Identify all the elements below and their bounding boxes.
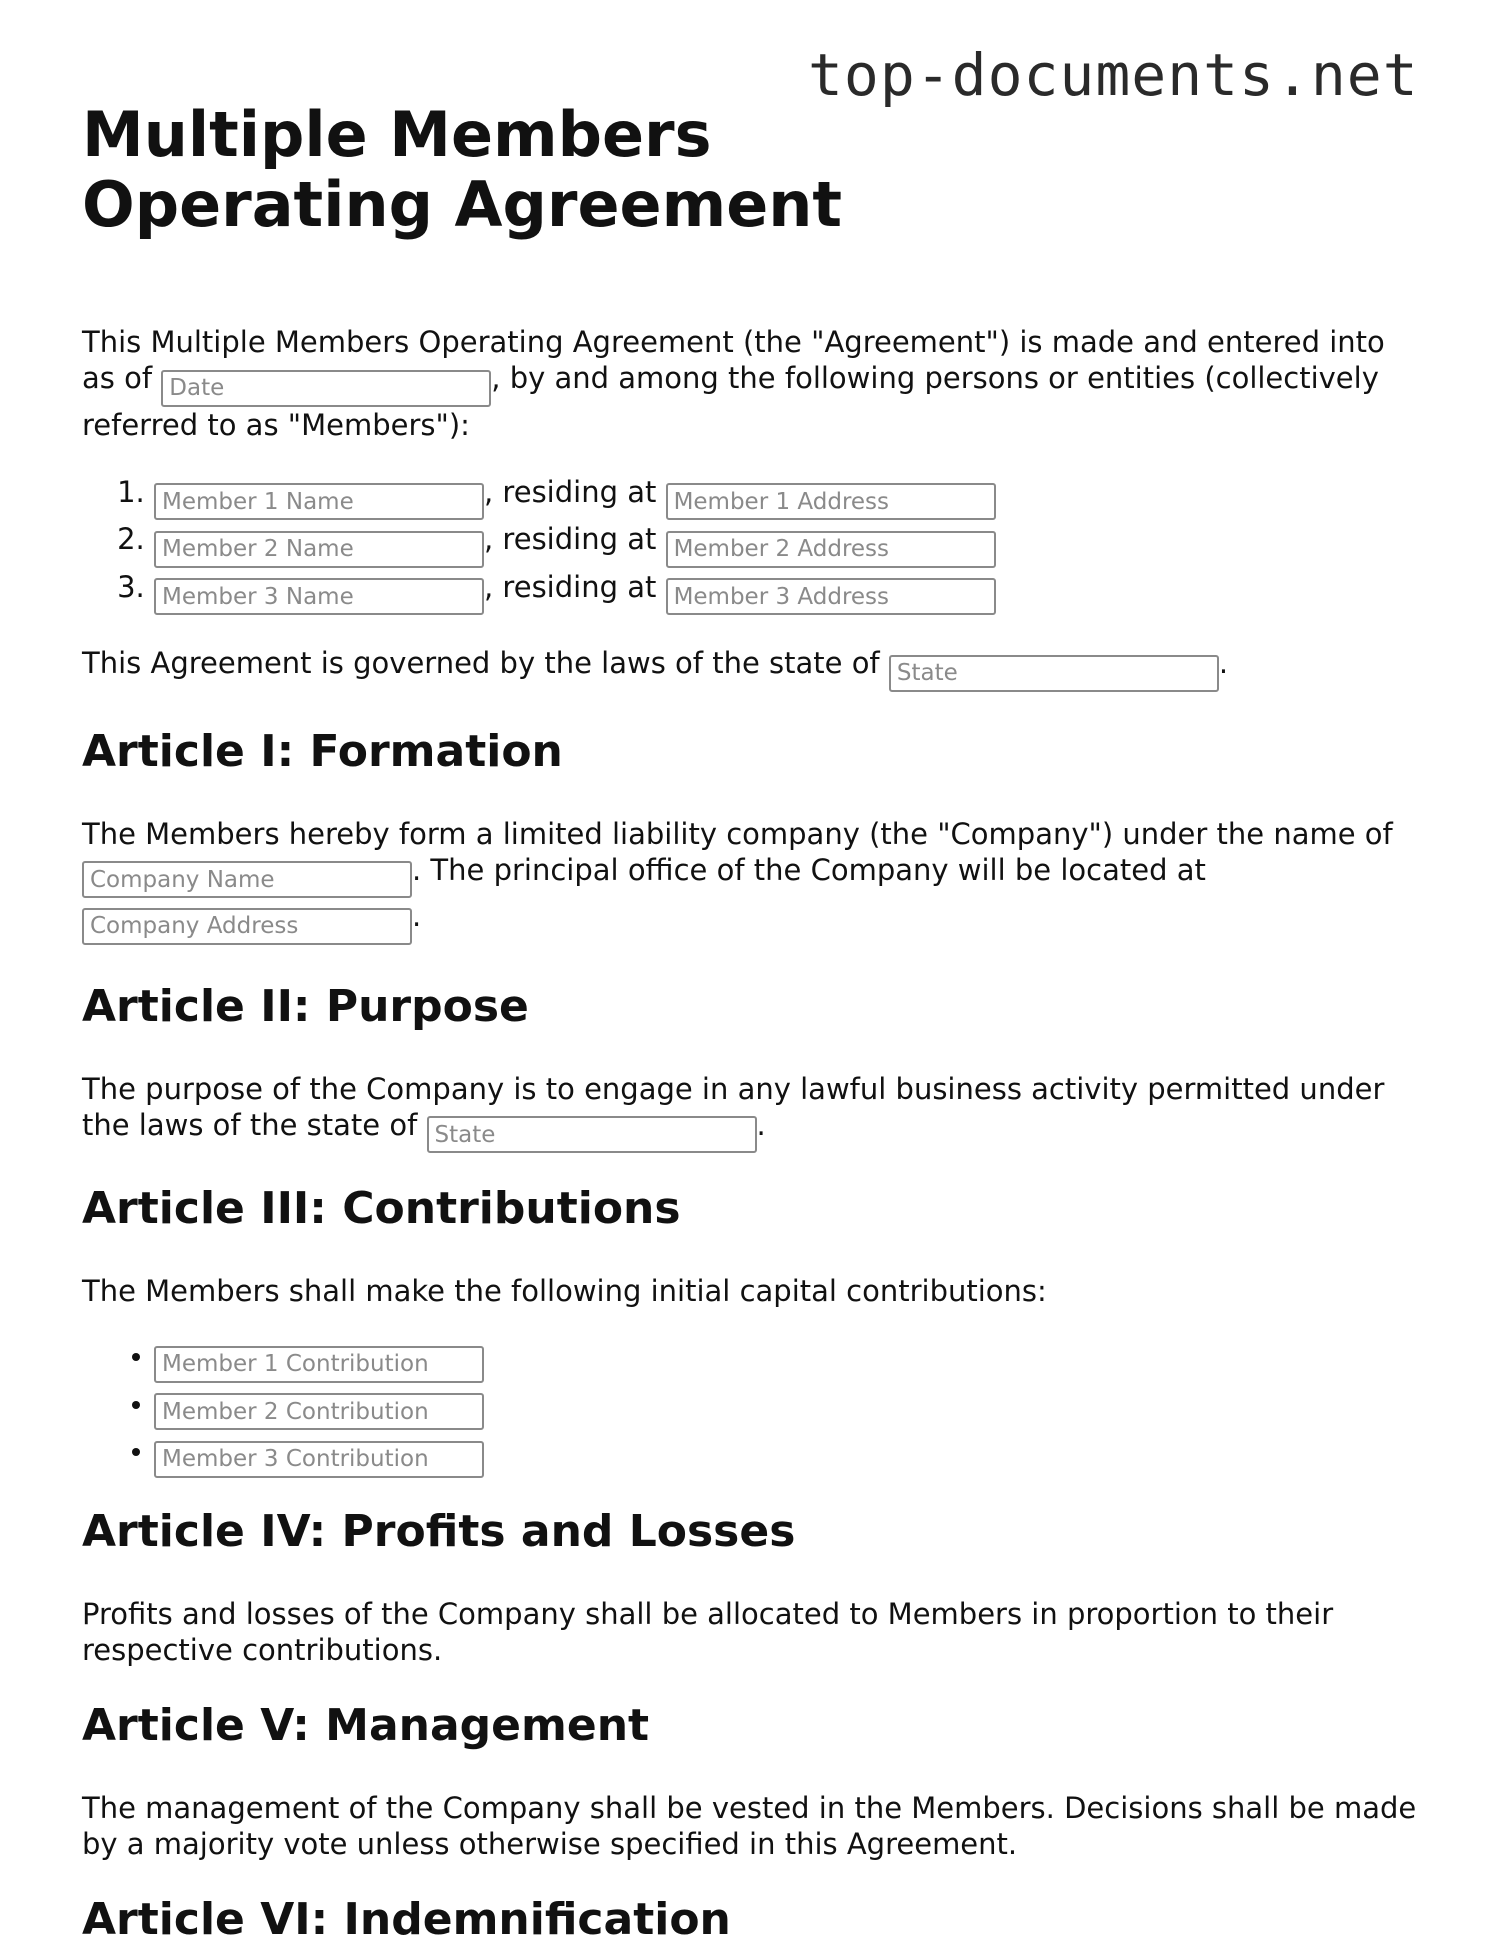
member-3-name-input[interactable]	[154, 578, 484, 615]
article-2-paragraph	[82, 1071, 1422, 1154]
date-input[interactable]	[161, 370, 491, 407]
member-2-contribution-input[interactable]	[154, 1393, 484, 1430]
formation-text-middle: . The principal office of the Company will be located at	[412, 852, 1206, 887]
page-title: Multiple Members Operating Agreement	[82, 98, 843, 241]
member-2-address-input[interactable]	[666, 531, 996, 568]
purpose-text-after: .	[756, 1107, 766, 1142]
governing-state-input[interactable]	[889, 655, 1219, 692]
list-item	[154, 568, 1422, 616]
governing-text-after: .	[1218, 646, 1229, 680]
governing-law-paragraph	[82, 645, 1422, 692]
article-3-heading: Article III: Contributions	[82, 1183, 681, 1234]
intro-text-before: This Multiple Members Operating Agreement (the "Agreement") is made and entered into as of	[82, 325, 1385, 395]
governing-text-before: This Agreement is governed by the laws of the state of	[82, 646, 889, 680]
article-5-paragraph: The management of the Company shall be vested in the Members. Decisions shall be made by a majority vote unless otherwise specified in this Agreement.	[82, 1790, 1417, 1861]
intro-paragraph	[82, 324, 1422, 443]
article-5-heading: Article V: Management	[82, 1699, 650, 1751]
purpose-state-input[interactable]	[427, 1116, 757, 1153]
member-2-name-input[interactable]	[154, 531, 484, 568]
formation-text-before: The Members hereby form a limited liability company (the "Company") under the name of	[82, 816, 1393, 851]
site-watermark: top-documents.net	[808, 41, 1419, 109]
article-3-paragraph: The Members shall make the following initial capital contributions:	[82, 1274, 1047, 1308]
list-item	[154, 1430, 1422, 1478]
article-2-heading: Article II: Purpose	[82, 980, 529, 1032]
article-6-heading: Article VI: Indemnification	[82, 1893, 731, 1945]
company-name-input[interactable]	[82, 861, 412, 898]
company-address-input[interactable]	[82, 908, 412, 945]
list-item	[154, 1383, 1422, 1431]
contributions-list	[82, 1335, 1422, 1478]
residing-text: , residing at	[484, 522, 666, 556]
member-1-name-input[interactable]	[154, 483, 484, 520]
intro-text-after: , by and among the following persons or entities (collectively referred to as "Members"):	[82, 361, 1379, 442]
article-1-heading: Article I: Formation	[82, 725, 563, 777]
residing-text: , residing at	[484, 569, 666, 604]
member-3-address-input[interactable]	[666, 578, 996, 615]
member-3-contribution-input[interactable]	[154, 1441, 484, 1478]
member-1-contribution-input[interactable]	[154, 1346, 484, 1383]
residing-text: , residing at	[484, 474, 666, 509]
list-item	[154, 1335, 1422, 1383]
formation-text-after: .	[412, 899, 422, 933]
article-4-heading: Article IV: Profits and Losses	[82, 1505, 796, 1557]
member-1-address-input[interactable]	[666, 483, 996, 520]
document-body	[82, 100, 1422, 1946]
members-list	[82, 473, 1422, 616]
list-item	[154, 520, 1422, 568]
purpose-text-before: The purpose of the Company is to engage in any lawful business activity permitted under the laws of the state of	[82, 1071, 1385, 1142]
list-item	[154, 473, 1422, 521]
article-1-paragraph	[82, 816, 1422, 945]
article-4-paragraph: Profits and losses of the Company shall be allocated to Members in proportion to their respective contributions.	[82, 1596, 1334, 1667]
